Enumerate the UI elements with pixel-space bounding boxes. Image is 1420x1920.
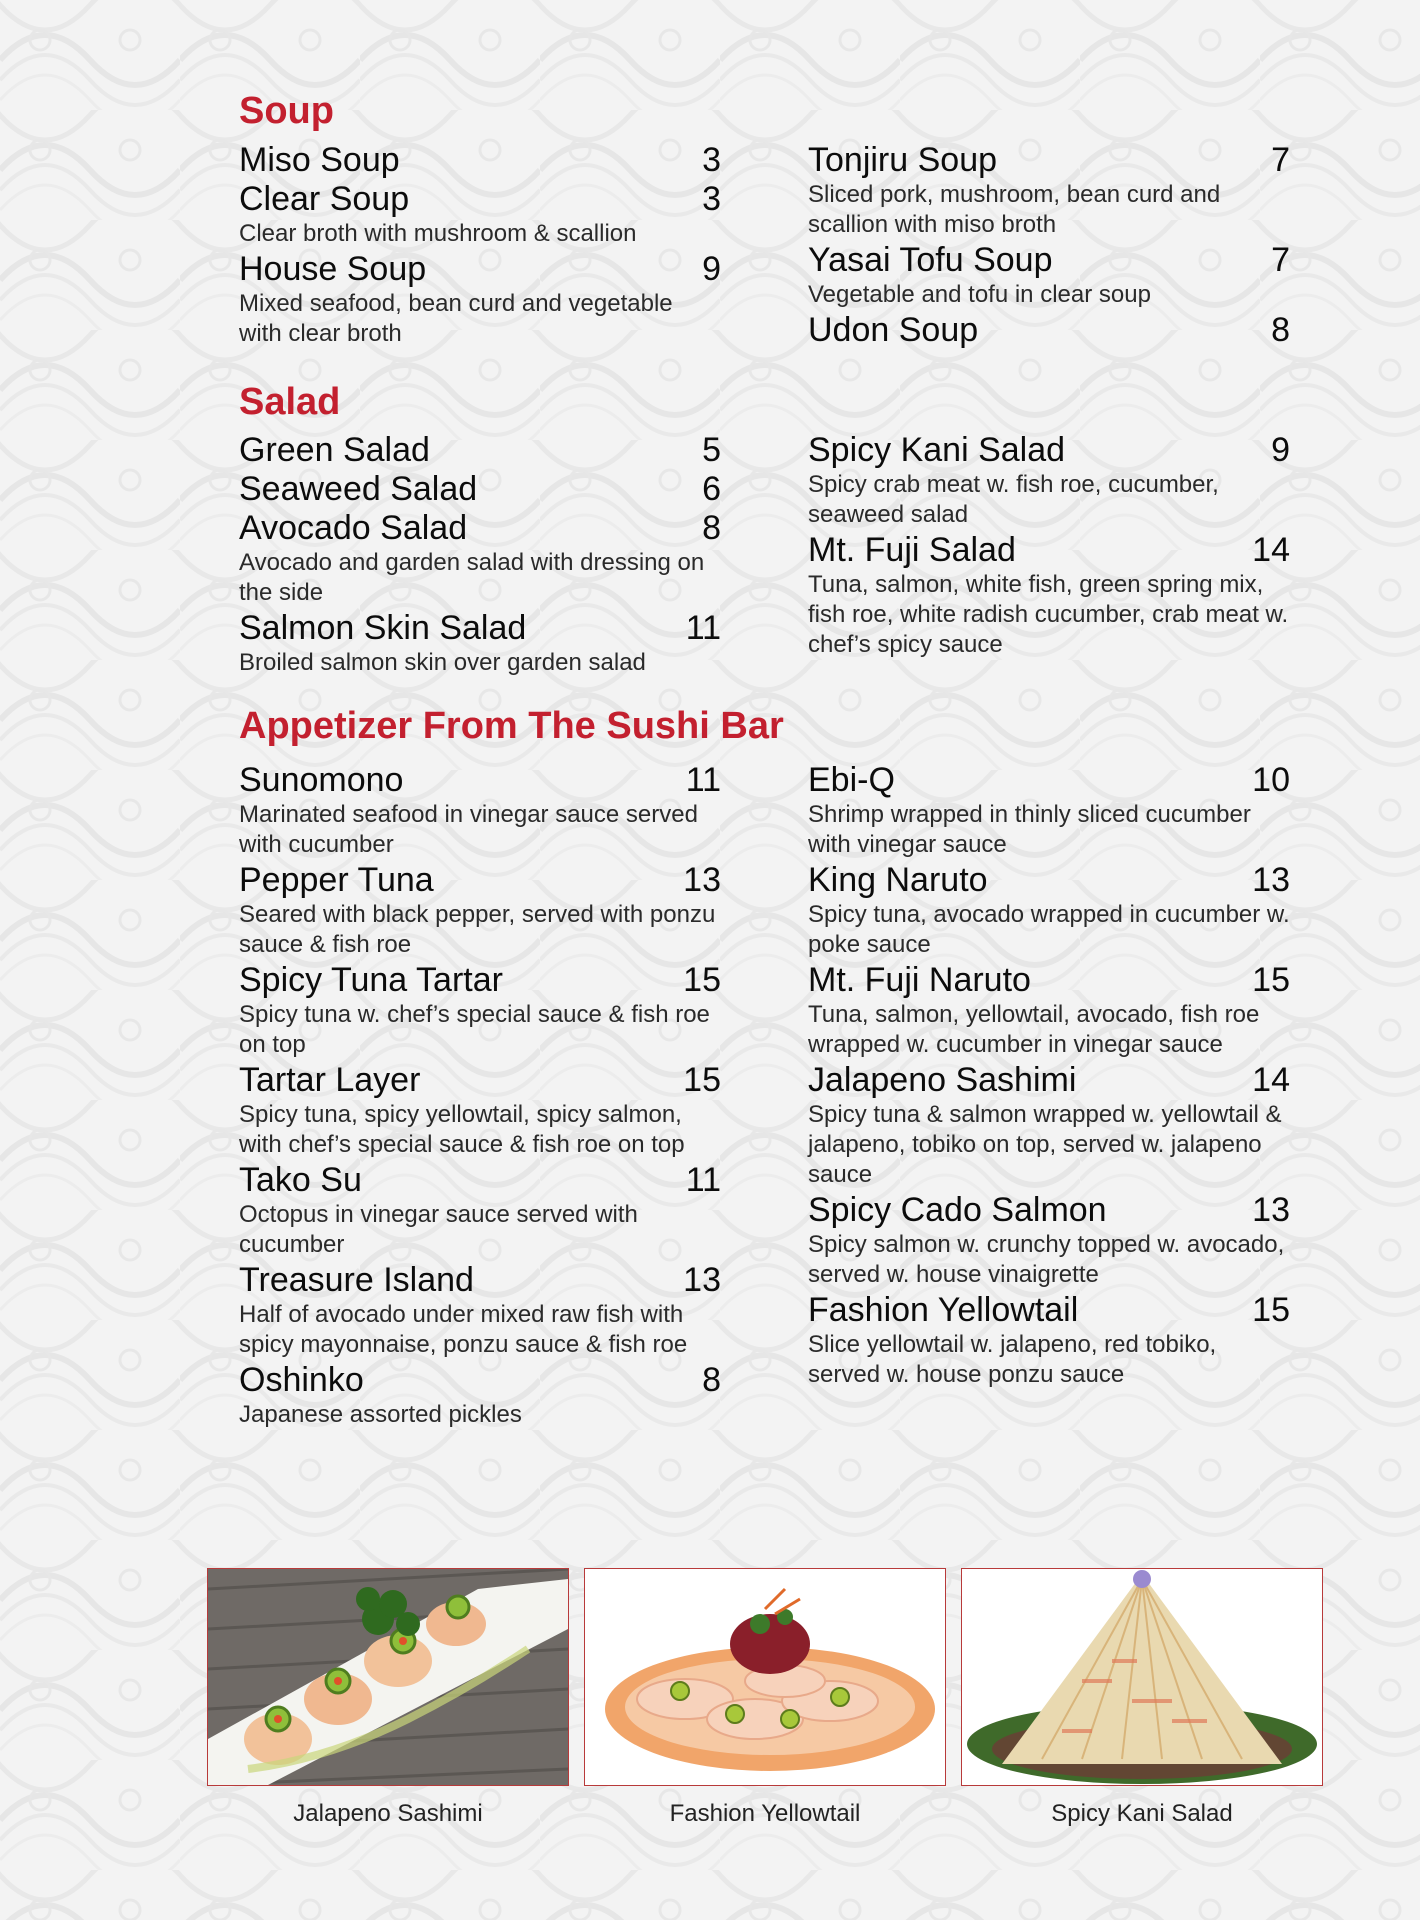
menu-item-name: Mt. Fuji Salad bbox=[808, 531, 1016, 569]
menu-item-description: Spicy tuna, spicy yellowtail, spicy salmon, with chef’s special sauce & fish roe on top bbox=[239, 1101, 685, 1158]
menu-item-header bbox=[239, 141, 721, 180]
menu-item-description: Spicy crab meat w. fish roe, cucumber, seaweed salad bbox=[808, 471, 1219, 528]
menu-item-name: Avocado Salad bbox=[239, 509, 468, 547]
menu-item bbox=[239, 1261, 721, 1360]
menu-item-header bbox=[808, 311, 1290, 350]
menu-item-price: 9 bbox=[702, 250, 721, 288]
menu-item-header bbox=[808, 961, 1290, 1000]
menu-item bbox=[808, 141, 1290, 240]
menu-item-name: Salmon Skin Salad bbox=[239, 609, 527, 647]
menu-item-name: Seaweed Salad bbox=[239, 470, 478, 508]
menu-item bbox=[808, 861, 1290, 960]
menu-item-price: 15 bbox=[1252, 1291, 1290, 1329]
menu-item bbox=[808, 761, 1290, 860]
appetizer-left-column bbox=[239, 761, 721, 1431]
section-title-salad: Salad bbox=[239, 381, 341, 423]
menu-item bbox=[808, 1291, 1290, 1390]
menu-item bbox=[808, 241, 1290, 310]
menu-item-price: 13 bbox=[1252, 861, 1290, 899]
salad-right-column bbox=[808, 431, 1290, 661]
menu-item-name: Tonjiru Soup bbox=[808, 141, 998, 179]
menu-item-header bbox=[808, 1291, 1290, 1330]
menu-item-name: Treasure Island bbox=[239, 1261, 474, 1299]
menu-item bbox=[808, 531, 1290, 660]
photo-spicy-kani-salad bbox=[961, 1568, 1323, 1786]
menu-item-header bbox=[239, 761, 721, 800]
menu-item-price: 13 bbox=[1252, 1191, 1290, 1229]
menu-item-description: Half of avocado under mixed raw fish with spicy mayonnaise, ponzu sauce & fish roe bbox=[239, 1301, 688, 1358]
photo-caption-fashion-yellowtail: Fashion Yellowtail bbox=[669, 1800, 861, 1827]
menu-item bbox=[239, 250, 721, 349]
photo-jalapeno-sashimi bbox=[207, 1568, 569, 1786]
menu-item bbox=[808, 1061, 1290, 1190]
menu-item-price: 15 bbox=[683, 1061, 721, 1099]
menu-item bbox=[808, 1191, 1290, 1290]
menu-item bbox=[239, 1061, 721, 1160]
menu-item-header bbox=[808, 861, 1290, 900]
menu-item bbox=[239, 431, 721, 470]
menu-item-price: 7 bbox=[1271, 241, 1290, 279]
menu-item-header bbox=[808, 531, 1290, 570]
menu-item-header bbox=[239, 431, 721, 470]
menu-item-price: 10 bbox=[1252, 761, 1290, 799]
menu-item bbox=[808, 431, 1290, 530]
menu-item-price: 5 bbox=[702, 431, 721, 469]
menu-item bbox=[239, 1161, 721, 1260]
menu-item-description: Mixed seafood, bean curd and vegetable with clear broth bbox=[239, 290, 673, 347]
menu-item-name: Tako Su bbox=[239, 1161, 362, 1199]
menu-item-description: Spicy tuna, avocado wrapped in cucumber w. poke sauce bbox=[808, 901, 1290, 958]
menu-item-description: Shrimp wrapped in thinly sliced cucumber with vinegar sauce bbox=[808, 801, 1251, 858]
menu-item-description: Spicy tuna & salmon wrapped w. yellowtail & jalapeno, tobiko on top, served w. jalapeno sauce bbox=[808, 1101, 1282, 1188]
menu-item bbox=[239, 509, 721, 608]
menu-item-description: Clear broth with mushroom & scallion bbox=[239, 220, 637, 247]
menu-item-description: Spicy tuna w. chef’s special sauce & fish roe on top bbox=[239, 1001, 710, 1058]
menu-item bbox=[808, 961, 1290, 1060]
menu-item bbox=[239, 861, 721, 960]
menu-item-description: Sliced pork, mushroom, bean curd and scallion with miso broth bbox=[808, 181, 1221, 238]
menu-item-description: Avocado and garden salad with dressing on the side bbox=[239, 549, 705, 606]
menu-item-price: 11 bbox=[685, 1161, 721, 1199]
soup-right-column bbox=[808, 141, 1290, 350]
photo-fashion-yellowtail bbox=[584, 1568, 946, 1786]
menu-item-price: 7 bbox=[1271, 141, 1290, 179]
menu-item-name: House Soup bbox=[239, 250, 427, 288]
menu-item-header bbox=[239, 470, 721, 509]
photo-caption-spicy-kani-salad: Spicy Kani Salad bbox=[1051, 1800, 1233, 1827]
menu-item-name: Ebi-Q bbox=[808, 761, 895, 799]
menu-item-header bbox=[239, 1161, 721, 1200]
menu-item-price: 14 bbox=[1252, 531, 1290, 569]
menu-item-name: Pepper Tuna bbox=[239, 861, 434, 899]
menu-item-name: Spicy Tuna Tartar bbox=[239, 961, 503, 999]
menu-item-header bbox=[239, 861, 721, 900]
menu-item bbox=[239, 761, 721, 860]
menu-item-name: Spicy Cado Salmon bbox=[808, 1191, 1107, 1229]
menu-item-header bbox=[239, 1361, 721, 1400]
menu-item-price: 9 bbox=[1271, 431, 1290, 469]
section-title-appetizer: Appetizer From The Sushi Bar bbox=[239, 705, 784, 747]
menu-item-description: Tuna, salmon, white fish, green spring mix, fish roe, white radish cucumber, crab meat w. chef’s spicy sauce bbox=[808, 571, 1289, 658]
menu-item-price: 11 bbox=[685, 761, 721, 799]
menu-item-description: Broiled salmon skin over garden salad bbox=[239, 649, 646, 676]
menu-item-description: Japanese assorted pickles bbox=[239, 1401, 522, 1428]
photo-caption-jalapeno-sashimi: Jalapeno Sashimi bbox=[293, 1800, 483, 1827]
soup-left-column bbox=[239, 141, 721, 350]
menu-item bbox=[239, 1361, 721, 1430]
menu-item-price: 14 bbox=[1252, 1061, 1290, 1099]
menu-item-description: Seared with black pepper, served with ponzu sauce & fish roe bbox=[239, 901, 716, 958]
menu-item bbox=[808, 311, 1290, 350]
menu-item-header bbox=[239, 609, 721, 648]
menu-item-price: 6 bbox=[702, 470, 721, 508]
menu-item-price: 3 bbox=[702, 180, 721, 218]
menu-item-header bbox=[808, 141, 1290, 180]
menu-item-header bbox=[808, 1191, 1290, 1230]
menu-item bbox=[239, 609, 721, 678]
menu-item-description: Octopus in vinegar sauce served with cucumber bbox=[239, 1201, 638, 1258]
menu-item-price: 8 bbox=[702, 1361, 721, 1399]
menu-item-price: 15 bbox=[683, 961, 721, 999]
menu-item-price: 11 bbox=[685, 609, 721, 647]
menu-item bbox=[239, 141, 721, 180]
appetizer-right-column bbox=[808, 761, 1290, 1391]
salad-left-column bbox=[239, 431, 721, 679]
menu-item-name: Spicy Kani Salad bbox=[808, 431, 1066, 469]
menu-item-name: Miso Soup bbox=[239, 141, 400, 179]
menu-item bbox=[239, 961, 721, 1060]
menu-item-header bbox=[808, 761, 1290, 800]
menu-item-name: Oshinko bbox=[239, 1361, 364, 1399]
menu-item-description: Spicy salmon w. crunchy topped w. avocado, served w. house vinaigrette bbox=[808, 1231, 1285, 1288]
menu-item-header bbox=[808, 431, 1290, 470]
menu-item-header bbox=[239, 1261, 721, 1300]
menu-item-header bbox=[808, 241, 1290, 280]
menu-item-description: Tuna, salmon, yellowtail, avocado, fish roe wrapped w. cucumber in vinegar sauce bbox=[808, 1001, 1260, 1058]
menu-item-name: Green Salad bbox=[239, 431, 430, 469]
menu-item-header bbox=[239, 961, 721, 1000]
menu-item-name: Yasai Tofu Soup bbox=[808, 241, 1053, 279]
menu-item-description: Slice yellowtail w. jalapeno, red tobiko, served w. house ponzu sauce bbox=[808, 1331, 1217, 1388]
menu-item-price: 8 bbox=[702, 509, 721, 547]
menu-item-header bbox=[808, 1061, 1290, 1100]
menu-item-price: 15 bbox=[1252, 961, 1290, 999]
menu-item-header bbox=[239, 509, 721, 548]
menu-item-name: Jalapeno Sashimi bbox=[808, 1061, 1077, 1099]
menu-item-price: 13 bbox=[683, 861, 721, 899]
menu-item-name: King Naruto bbox=[808, 861, 988, 899]
menu-item-header bbox=[239, 180, 721, 219]
menu-item bbox=[239, 180, 721, 249]
menu-item bbox=[239, 470, 721, 509]
menu-item-name: Tartar Layer bbox=[239, 1061, 421, 1099]
menu-item-name: Mt. Fuji Naruto bbox=[808, 961, 1031, 999]
menu-item-description: Marinated seafood in vinegar sauce served with cucumber bbox=[239, 801, 698, 858]
menu-item-header bbox=[239, 1061, 721, 1100]
menu-item-name: Sunomono bbox=[239, 761, 404, 799]
menu-item-description: Vegetable and tofu in clear soup bbox=[808, 281, 1151, 308]
menu-item-name: Clear Soup bbox=[239, 180, 410, 218]
menu-item-price: 8 bbox=[1271, 311, 1290, 349]
section-title-soup: Soup bbox=[239, 90, 334, 132]
menu-item-name: Udon Soup bbox=[808, 311, 979, 349]
menu-item-price: 3 bbox=[702, 141, 721, 179]
menu-item-header bbox=[239, 250, 721, 289]
menu-item-price: 13 bbox=[683, 1261, 721, 1299]
menu-item-name: Fashion Yellowtail bbox=[808, 1291, 1079, 1329]
